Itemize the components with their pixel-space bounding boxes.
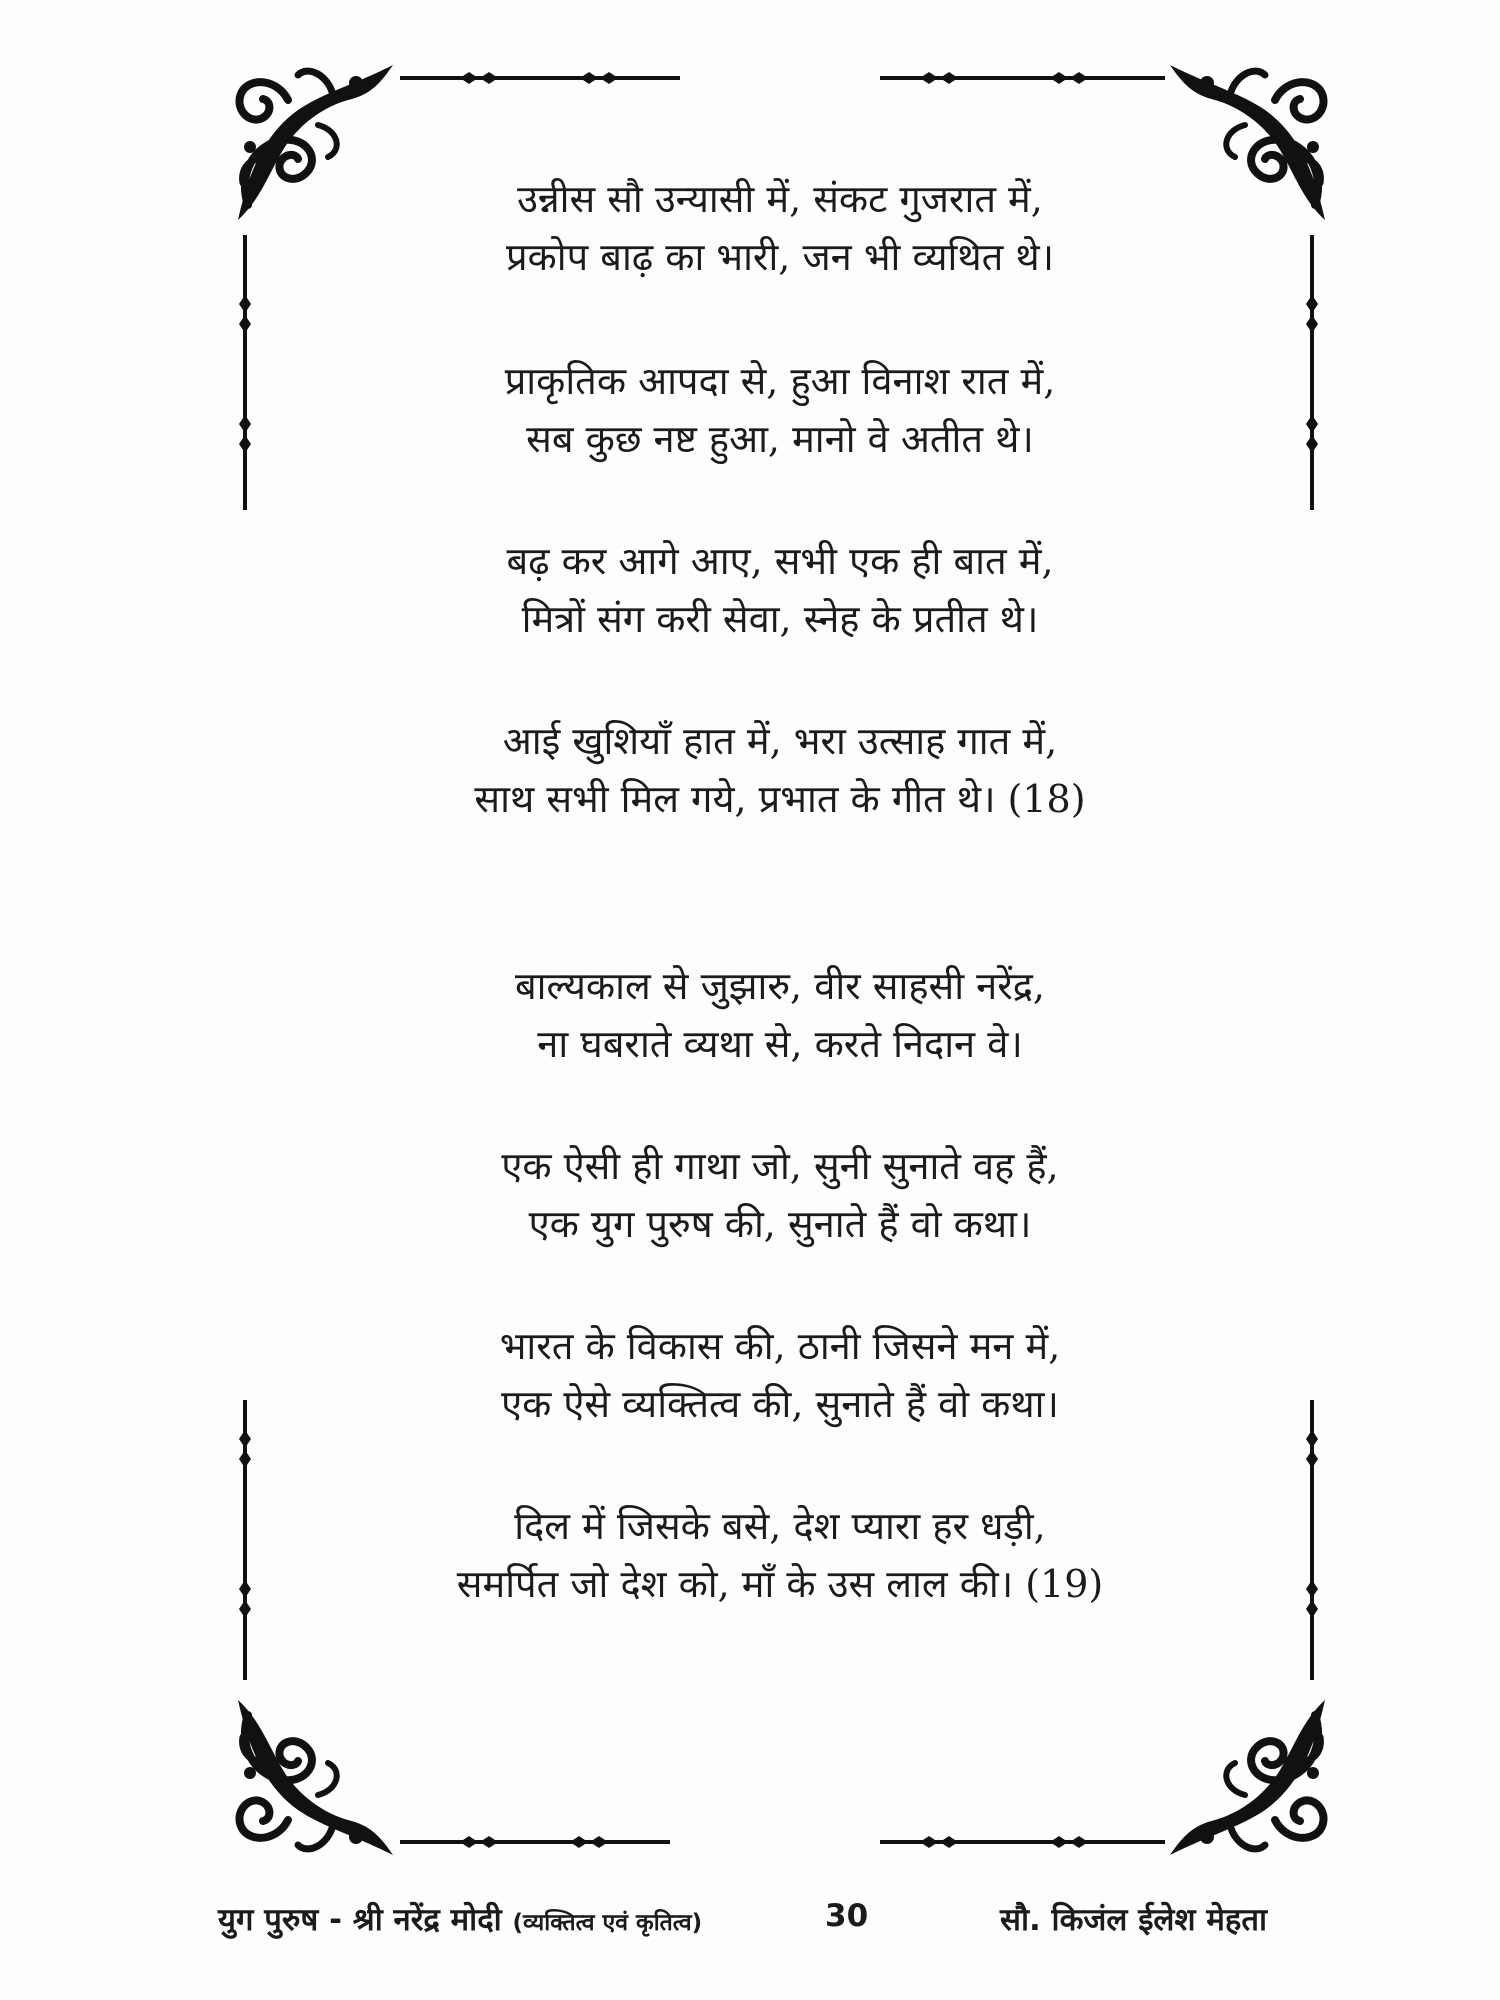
ornament-corner-bottom-right <box>1165 1695 1335 1865</box>
stanza <box>300 532 1260 648</box>
ornament-rule-bottom-right <box>880 1830 1165 1854</box>
verse-line: प्राकृतिक आपदा से, हुआ विनाश रात में, <box>504 359 1056 403</box>
verse-line: समर्पित जो देश को, माँ के उस लाल की। (19) <box>456 1562 1104 1606</box>
book-title <box>218 1898 702 1940</box>
stanza <box>300 352 1260 468</box>
verse-line: आई खुशियाँ हात में, भरा उत्साह गात में, <box>502 719 1058 763</box>
verse-line: एक ऐसी ही गाथा जो, सुनी सुनाते वह हैं, <box>501 1144 1059 1188</box>
stanza <box>300 1497 1260 1613</box>
verse-line: सब कुछ नष्ट हुआ, मानो वे अतीत थे। <box>526 417 1034 461</box>
verse-line: उन्नीस सौ उन्यासी में, संकट गुजरात में, <box>517 177 1043 221</box>
author-name: सौ. किजंल ईलेश मेहता <box>1000 1902 1268 1938</box>
verse-line: ना घबराते व्यथा से, करते निदान वे। <box>537 1022 1023 1066</box>
ornament-rule-bottom-left <box>400 1830 670 1854</box>
stanza <box>300 1137 1260 1253</box>
ornament-rule-right-lower <box>1300 1400 1324 1680</box>
ornament-rule-top-right <box>880 66 1165 90</box>
ornament-rule-top-left <box>400 66 680 90</box>
verse-line: बाल्यकाल से जुझारु, वीर साहसी नरेंद्र, <box>514 964 1046 1008</box>
book-subtitle: (व्यक्तित्व एवं कृतित्व) <box>512 1910 703 1936</box>
stanza <box>300 170 1260 286</box>
verse-line: बढ़ कर आगे आए, सभी एक ही बात में, <box>506 539 1054 583</box>
verse-line: मित्रों संग करी सेवा, स्नेह के प्रतीत थे। <box>521 597 1039 641</box>
stanza <box>300 957 1260 1073</box>
verse-line: भारत के विकास की, ठानी जिसने मन में, <box>499 1324 1061 1368</box>
verse-line: एक ऐसे व्यक्तित्व की, सुनाते हैं वो कथा। <box>501 1382 1059 1426</box>
ornament-rule-right-upper <box>1300 235 1324 510</box>
ornament-corner-bottom-left <box>228 1695 398 1865</box>
verse-line: साथ सभी मिल गये, प्रभात के गीत थे। (18) <box>474 777 1086 821</box>
page-number: 30 <box>825 1898 869 1934</box>
ornament-rule-left-upper <box>233 235 257 510</box>
ornament-rule-left-lower <box>233 1400 257 1680</box>
stanza <box>300 1317 1260 1433</box>
verse-line: प्रकोप बाढ़ का भारी, जन भी व्यथित थे। <box>505 235 1055 279</box>
verse-line: दिल में जिसके बसे, देश प्यारा हर धड़ी, <box>514 1504 1046 1548</box>
stanza <box>300 712 1260 828</box>
verse-line: एक युग पुरुष की, सुनाते हैं वो कथा। <box>528 1202 1032 1246</box>
book-title-text: युग पुरुष - श्री नरेंद्र मोदी <box>218 1902 502 1938</box>
